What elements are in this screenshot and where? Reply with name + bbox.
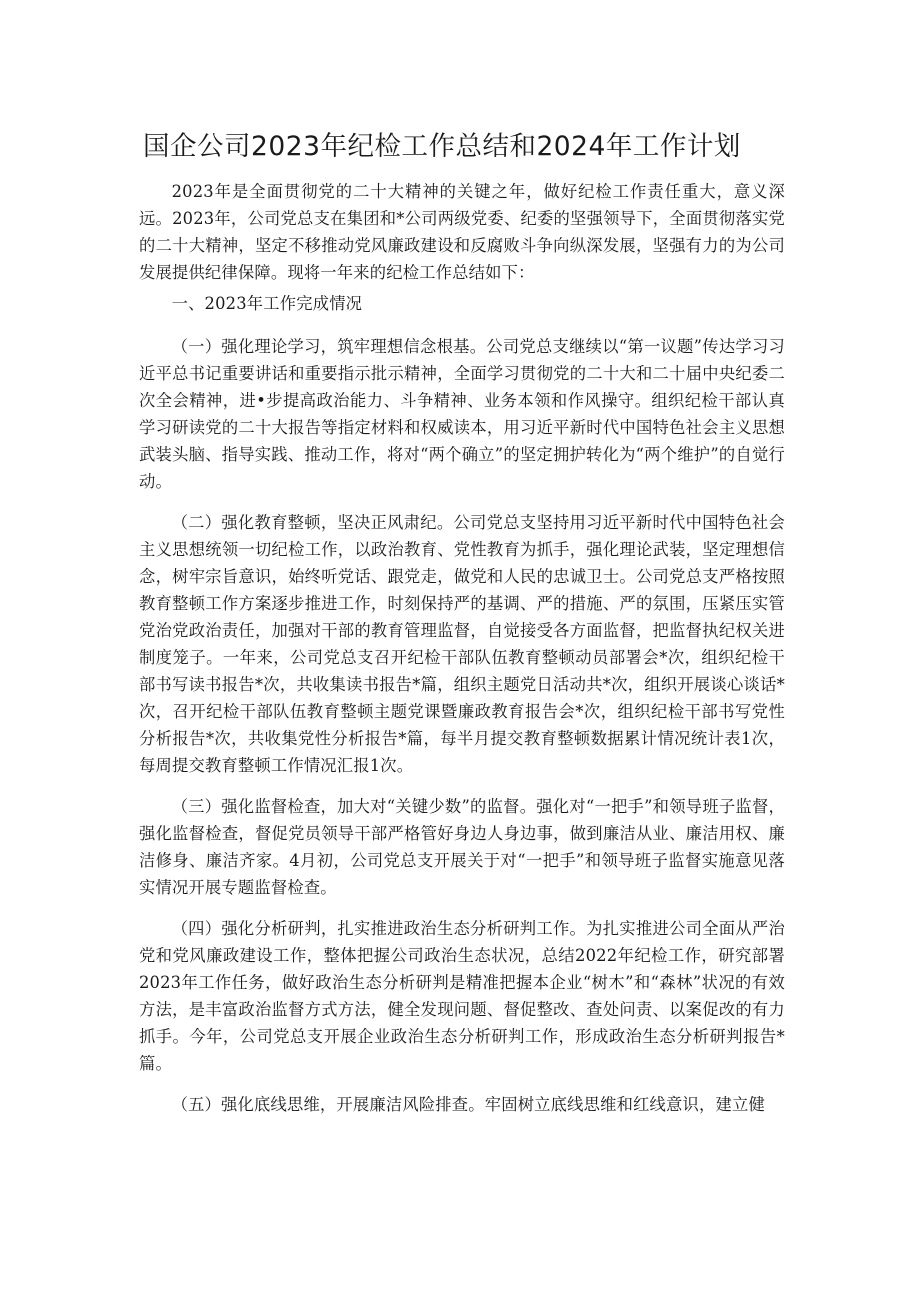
paragraph-1: （一）强化理论学习，筑牢理想信念根基。公司党总支继续以“第一议题”传达学习习近平总书记重要讲话和重要指示批示精神，全面学习贯彻党的二十大和二十届中央纪委二次全会精神，进•步提高政治能力、斗争精神、业务本领和作风操守。组织纪检干部认真学习研读党的二十大报告等指定材料和权威读本，用习近平新时代中国特色社会主义思想武装头脑、指导实践、推动工作，将对“两个确立”的坚定拥护转化为“两个维护”的自觉行动。	[139, 337, 785, 491]
document-body	[139, 178, 785, 1118]
paragraph-3: （三）强化监督检查，加大对“关键少数”的监督。强化对“一把手”和领导班子监督，强化监督检查，督促党员领导干部严格管好身边人身边事，做到廉洁从业、廉洁用权、廉洁修身、廉洁齐家。4月初，公司党总支开展关于对“一把手”和领导班子监督实施意见落实情况开展专题监督检查。	[139, 797, 785, 897]
paragraph-2: （二）强化教育整顿，坚决正风肃纪。公司党总支坚持用习近平新时代中国特色社会主义思想统领一切纪检工作，以政治教育、党性教育为抓手，强化理论武装，坚定理想信念，树牢宗旨意识，始终听党话、跟党走，做党和人民的忠诚卫士。公司党总支严格按照教育整顿工作方案逐步推进工作，时刻保持严的基调、严的措施、严的氛围，压紧压实管党治党政治责任，加强对干部的教育管理监督，自觉接受各方面监督，把监督执纪权关进制度笼子。一年来，公司党总支召开纪检干部队伍教育整顿动员部署会*次，组织纪检干部书写读书报告*次，共收集读书报告*篇，组织主题党日活动共*次，组织开展谈心谈话*次，召开纪检干部队伍教育整顿主题党课暨廉政教育报告会*次，组织纪检干部书写党性分析报告*次，共收集党性分析报告*篇，每半月提交教育整顿数据累计情况统计表1次，每周提交教育整顿工作情况汇报1次。	[139, 513, 785, 775]
paragraph-5: （五）强化底线思维，开展廉洁风险排查。牢固树立底线思维和红线意识，建立健	[171, 1095, 765, 1114]
paragraph-4: （四）强化分析研判，扎实推进政治生态分析研判工作。为扎实推进公司全面从严治党和党风廉政建设工作，整体把握公司政治生态状况，总结2022年纪检工作，研究部署2023年工作任务，做好政治生态分析研判是精准把握本企业“树木”和“森林”状况的有效方法，是丰富政治监督方式方法，健全发现问题、督促整改、查处问责、以案促改的有力抓手。今年，公司党总支开展企业政治生态分析研判工作，形成政治生态分析研判报告*篇。	[139, 919, 785, 1073]
section-heading-1: 一、2023年工作完成情况	[171, 294, 363, 313]
intro-paragraph: 2023年是全面贯彻党的二十大精神的关键之年，做好纪检工作责任重大，意义深远。2023年，公司党总支在集团和*公司两级党委、纪委的坚强领导下，全面贯彻落实党的二十大精神，坚定不移推动党风廉政建设和反腐败斗争向纵深发展，坚强有力的为公司发展提供纪律保障。现将一年来的纪检工作总结如下：	[139, 182, 785, 282]
document-title: 国企公司2023年纪检工作总结和2024年工作计划	[143, 131, 741, 162]
